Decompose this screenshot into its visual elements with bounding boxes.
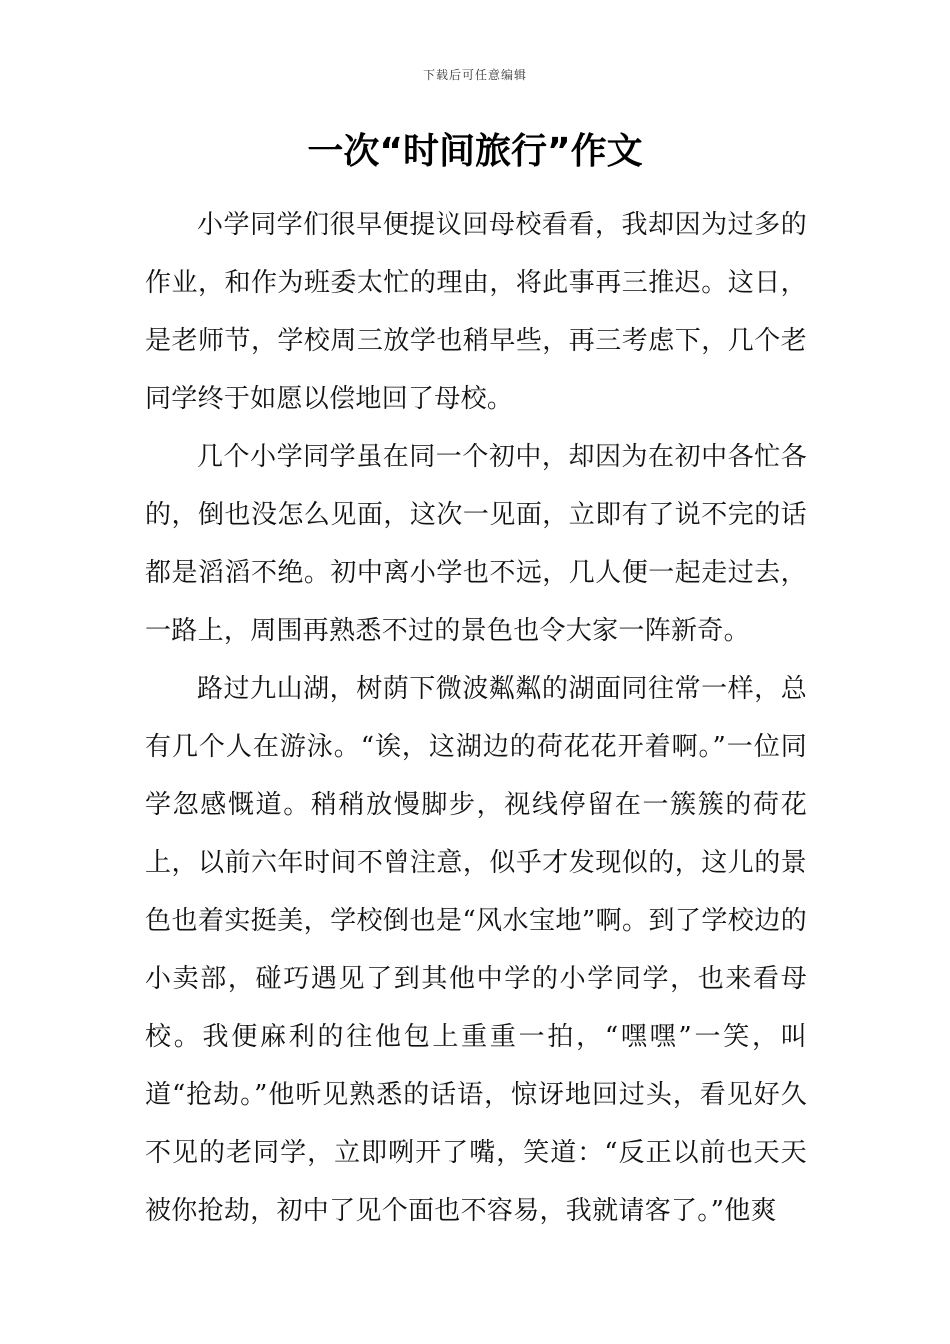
paragraph-1: 小学同学们很早便提议回母校看看，我却因为过多的作业，和作为班委太忙的理由，将此事再三推迟。这日，是老师节，学校周三放学也稍早些，再三考虑下，几个老同学终于如愿以偿地回了母校。 xyxy=(145,210,807,414)
paragraph-2: 几个小学同学虽在同一个初中，却因为在初中各忙各的，倒也没怎么见面，这次一见面，立即有了说不完的话都是滔滔不绝。初中离小学也不远，几人便一起走过去，一路上，周围再熟悉不过的景色也令大家一阵新奇。 xyxy=(145,442,807,646)
document-title: 一次“时间旅行”作文 xyxy=(307,131,643,172)
document-body xyxy=(145,196,807,1240)
header-note: 下载后可任意编辑 xyxy=(422,68,527,82)
paragraph-3: 路过九山湖，树荫下微波粼粼的湖面同往常一样，总有几个人在游泳。“诶，这湖边的荷花花开着啊。”一位同学忽感慨道。稍稍放慢脚步，视线停留在一簇簇的荷花上，以前六年时间不曾注意，似乎才发现似的，这儿的景色也着实挺美，学校倒也是“风水宝地”啊。到了学校边的小卖部，碰巧遇见了到其他中学的小学同学，也来看母校。我便麻利的往他包上重重一拍，“嘿嘿”一笑，叫道“抢劫。”他听见熟悉的话语，惊讶地回过头，看见好久不见的老同学，立即咧开了嘴，笑道：“反正以前也天天被你抢劫，初中了见个面也不容易，我就请客了。”他爽 xyxy=(145,674,807,1226)
